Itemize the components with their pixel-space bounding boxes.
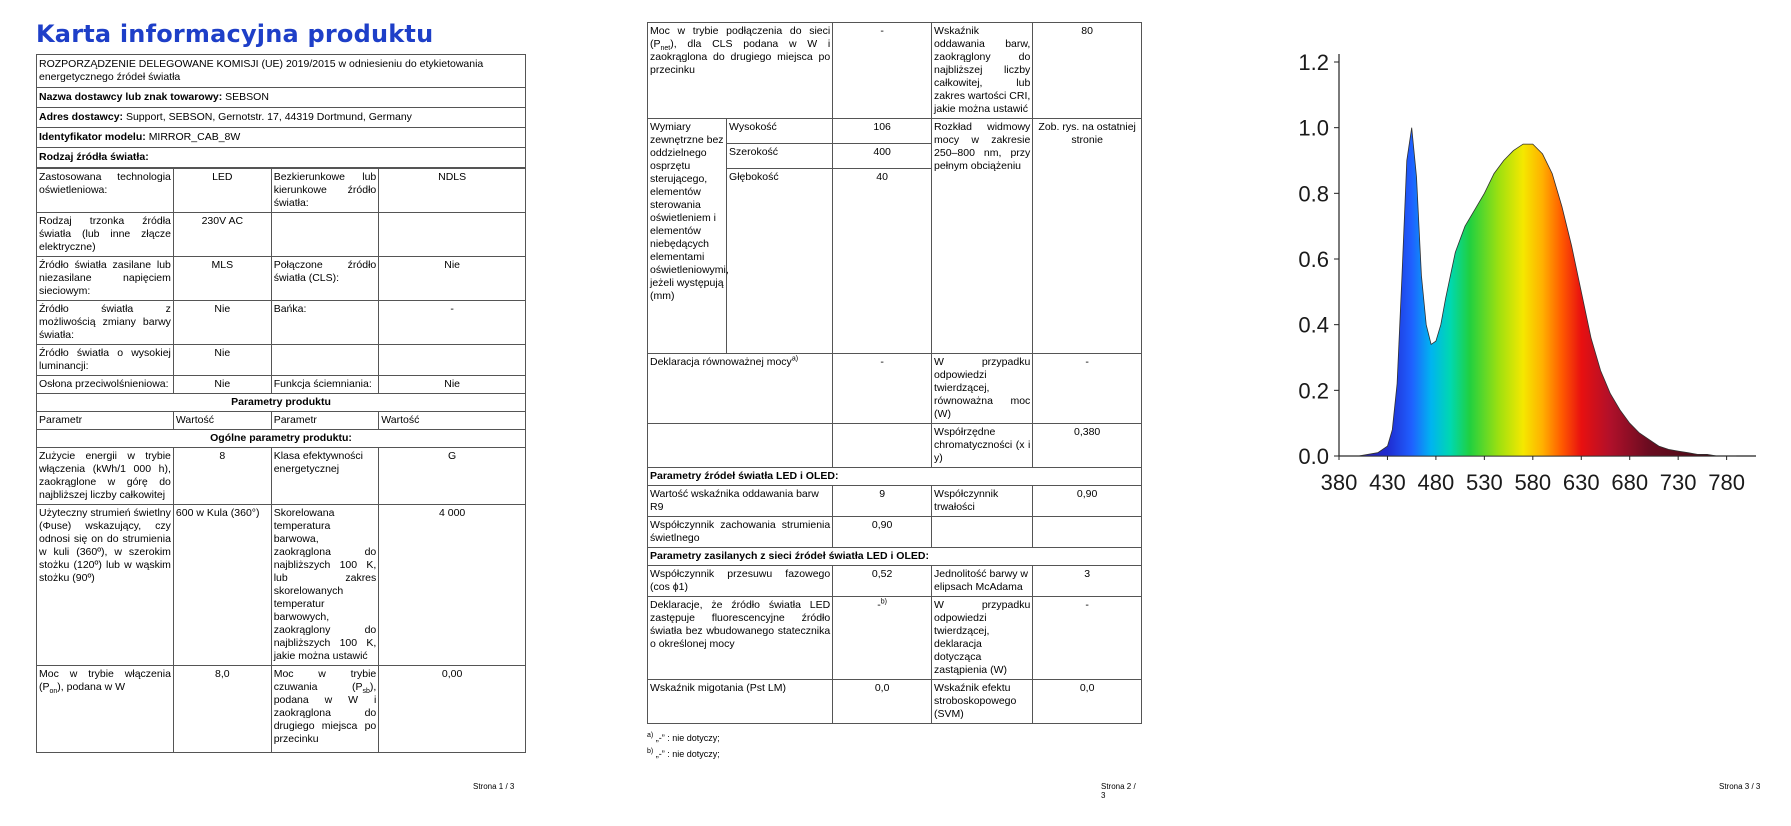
table-row	[37, 213, 526, 257]
fluor-value: -$^{b)}$	[833, 597, 932, 680]
y-tick-label: 0.0	[1298, 444, 1329, 469]
param-label: Źródło światła z możliwością zmiany barwy światła:	[37, 301, 174, 345]
psb-label: Moc w trybie czuwania $(P_{sb})$, podana w W i zaokrąglona do drugiego miejsca po przecinku	[271, 666, 379, 753]
table-row	[37, 448, 526, 505]
efficiency-label: Klasa efektywności energetycznej	[271, 448, 379, 505]
params-header: Parametry produktu	[37, 394, 526, 412]
x-tick-label: 780	[1708, 470, 1745, 495]
x-tick-label: 480	[1417, 470, 1455, 495]
pon-value: 8,0	[173, 666, 271, 753]
height-label: Wysokość	[727, 119, 833, 144]
param-label	[271, 213, 379, 257]
x-tick-label: 680	[1611, 470, 1649, 495]
header-box	[36, 54, 526, 168]
flicker-label: Wskaźnik migotania (Pst LM)	[648, 680, 833, 724]
energy-label: Zużycie energii w trybie włączenia (kWh/1 000 h), zaokrąglone w górę do najbliższej liczby całkowitej	[37, 448, 174, 505]
supplier-name: SEBSON	[225, 91, 269, 103]
y-tick-label: 1.0	[1298, 115, 1329, 141]
pf-label: Współczynnik przesuwu fazowego (cos ϕ1)	[648, 566, 833, 597]
table-row	[37, 257, 526, 301]
param-value: Nie	[379, 376, 526, 394]
pon-label: Moc w trybie włączenia $(P_{on})$, podana w W	[37, 666, 174, 753]
mains-section-header: Parametry zasilanych z sieci źródeł światła LED i OLED:	[648, 548, 1142, 566]
source-type-row	[37, 147, 525, 167]
empty-cell	[1033, 517, 1142, 548]
section-header-row	[37, 394, 526, 412]
spd-label: Rozkład widmowy mocy w zakresie 250–800 nm, przy pełnym obciążeniu	[932, 119, 1033, 354]
column-header: Parametr	[37, 412, 174, 430]
param-value: NDLS	[379, 169, 526, 213]
equiv-label: Deklaracja równoważnej mocy$^{a)}$	[648, 354, 833, 424]
empty-cell	[932, 517, 1033, 548]
page-number-3: Strona 3 / 3	[1719, 782, 1761, 791]
x-tick-label: 580	[1514, 470, 1552, 495]
param-label	[271, 345, 379, 376]
param-value: LED	[173, 169, 271, 213]
y-tick-label: 0.6	[1298, 247, 1329, 272]
param-label: Zastosowana technologia oświetleniowa:	[37, 169, 174, 213]
param-value: Nie	[379, 257, 526, 301]
param-label: Źródło światła zasilane lub niezasilane napięciem sieciowym:	[37, 257, 174, 301]
param-label: Bezkierunkowe lub kierunkowe źródło światła:	[271, 169, 379, 213]
param-label: Funkcja ściemniania:	[271, 376, 379, 394]
param-label: Rodzaj trzonka źródła światła (lub inne złącze elektryczne)	[37, 213, 174, 257]
general-header: Ogólne parametry produktu:	[37, 430, 526, 448]
width-value: 400	[833, 144, 932, 169]
table-row	[37, 301, 526, 345]
lumen-value: 0,90	[833, 517, 932, 548]
table-row	[37, 376, 526, 394]
empty-cell	[648, 424, 833, 468]
column-header: Wartość	[379, 412, 526, 430]
equiv-value: -	[833, 354, 932, 424]
efficiency-value: G	[379, 448, 526, 505]
supplier-address: Support, SEBSON, Gernotstr. 17, 44319 Dortmund, Germany	[125, 111, 412, 123]
y-tick-label: 0.2	[1298, 378, 1329, 404]
y-tick-label: 1.2	[1298, 50, 1329, 75]
param-value: MLS	[173, 257, 271, 301]
param-value: Nie	[173, 301, 271, 345]
spectrum-chart	[1264, 22, 1761, 522]
equiv-right-label: W przypadku odpowiedzi twierdzącej, równoważna moc (W)	[932, 354, 1033, 424]
cri-label: Wskaźnik oddawania barw, zaokrąglony do najbliższej liczby całkowitej, lub zakres wartości CRI, jakie można ustawić	[932, 23, 1033, 119]
pnet-label: Moc w trybie podłączenia do sieci $(P_{net})$, dla CLS podana w W i zaokrąglona do drugiego miejsca po przecinku	[648, 23, 833, 119]
depth-label: Głębokość	[727, 169, 833, 354]
mcadam-value: 3	[1033, 566, 1142, 597]
pf-value: 0,52	[833, 566, 932, 597]
mcadam-label: Jednolitość barwy w elipsach McAdama	[932, 566, 1033, 597]
spd-value: Zob. rys. na ostatniej stronie	[1033, 119, 1142, 354]
param-label: Bańka:	[271, 301, 379, 345]
page-2	[647, 22, 1142, 800]
spectrum-area	[1339, 128, 1736, 456]
cri-value: 80	[1033, 23, 1142, 119]
x-tick-label: 630	[1562, 470, 1600, 495]
chroma-value: 0,380	[1033, 424, 1142, 468]
x-tick-label: 530	[1465, 470, 1503, 495]
param-value	[379, 213, 526, 257]
footnote-a: $^{a)}$ „-” : nie dotyczy;	[647, 732, 720, 743]
param-value	[379, 345, 526, 376]
footnotes	[647, 730, 1142, 762]
fluor-right-label: W przypadku odpowiedzi twierdzącej, deklaracja dotycząca zastąpienia (W)	[932, 597, 1033, 680]
model-label: Identyfikator modelu:	[39, 131, 146, 143]
flux-value: 600 w Kula (360°)	[173, 505, 271, 666]
survival-value: 0,90	[1033, 486, 1142, 517]
led-section-header: Parametry źródeł światła LED i OLED:	[648, 468, 1142, 486]
y-tick-label: 0.8	[1298, 181, 1329, 207]
lumen-label: Współczynnik zachowania strumienia świetlnego	[648, 517, 833, 548]
table-row	[37, 505, 526, 666]
param-value: 230V AC	[173, 213, 271, 257]
height-value: 106	[833, 119, 932, 144]
supplier-name-row	[37, 87, 525, 107]
param-value: -	[379, 301, 526, 345]
flicker-value: 0,0	[833, 680, 932, 724]
model-id: MIRROR_CAB_8W	[148, 131, 241, 143]
column-header: Wartość	[173, 412, 271, 430]
table-row	[37, 666, 526, 753]
r9-label: Wartość wskaźnika oddawania barw R9	[648, 486, 833, 517]
svm-label: Wskaźnik efektu stroboskopowego (SVM)	[932, 680, 1033, 724]
chroma-label: Współrzędne chromatyczności (x i y)	[932, 424, 1033, 468]
depth-value: 40	[833, 169, 932, 354]
x-tick-label: 380	[1320, 470, 1358, 495]
param-value: Nie	[173, 345, 271, 376]
page-1	[36, 20, 526, 791]
fluor-label: Deklaracje, że źródło światła LED zastępuje fluorescencyjne źródło światła bez wbudowanego statecznika o określonej mocy	[648, 597, 833, 680]
width-label: Szerokość	[727, 144, 833, 169]
supplier-address-row	[37, 107, 525, 127]
supplier-address-label: Adres dostawcy:	[39, 111, 124, 123]
equiv-right-value: -	[1033, 354, 1142, 424]
energy-value: 8	[173, 448, 271, 505]
product-table	[36, 168, 526, 753]
table-row	[37, 345, 526, 376]
page-number-1: Strona 1 / 3	[473, 782, 515, 791]
source-type-label: Rodzaj źródła światła:	[39, 151, 149, 163]
y-tick-label: 0.4	[1298, 312, 1329, 338]
survival-label: Współczynnik trwałości	[932, 486, 1033, 517]
x-tick-label: 730	[1659, 470, 1697, 495]
param-value: Nie	[173, 376, 271, 394]
page-title: Karta informacyjna produktu	[36, 20, 434, 48]
param-label: Osłona przeciwolśnieniowa:	[37, 376, 174, 394]
table-row	[37, 169, 526, 213]
supplier-name-label: Nazwa dostawcy lub znak towarowy:	[39, 91, 223, 103]
psb-value: 0,00	[379, 666, 526, 753]
dims-label: Wymiary zewnętrzne bez oddzielnego osprzętu sterującego, elementów sterowania oświetleniem i elementów niebędących elementami oświetleniowymi, jeżeli występują (mm)	[648, 119, 727, 354]
cct-label: Skorelowana temperatura barwowa, zaokrąglona do najbliższych 100 K, lub zakres skorelowanych temperatur barwowych, zaokrąglony do najbliższych 100 K, jakie można ustawić	[271, 505, 379, 666]
svm-value: 0,0	[1033, 680, 1142, 724]
product-table-continued	[647, 22, 1142, 724]
section-header-row	[37, 430, 526, 448]
param-label: Połączone źródło światła (CLS):	[271, 257, 379, 301]
footnote-b: $^{b)}$ „-” : nie dotyczy;	[647, 748, 720, 759]
model-row	[37, 127, 525, 147]
page-number-2: Strona 2 / 3	[1101, 782, 1136, 800]
param-label: Źródło światła o wysokiej luminancji:	[37, 345, 174, 376]
empty-cell	[833, 424, 932, 468]
regulation-text: ROZPORZĄDZENIE DELEGOWANE KOMISJI (UE) 2019/2015 w odniesieniu do etykietowania energetycznego źródeł światła	[39, 58, 484, 83]
pnet-value: -	[833, 23, 932, 119]
flux-label: Użyteczny strumień świetlny (Φuse) wskazujący, czy odnosi się on do strumienia w kuli (360º), w szerokim stożku (120º) lub w wąskim stożku (90º)	[37, 505, 174, 666]
fluor-right-value: -	[1033, 597, 1142, 680]
x-tick-label: 430	[1369, 470, 1406, 495]
column-header-row	[37, 412, 526, 430]
r9-value: 9	[833, 486, 932, 517]
column-header: Parametr	[271, 412, 379, 430]
cct-value: 4 000	[379, 505, 526, 666]
